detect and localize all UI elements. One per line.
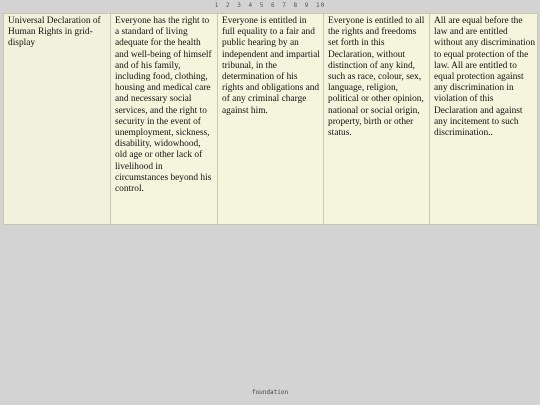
page-link-4[interactable]: 4 bbox=[248, 2, 254, 9]
footer-label: foundation bbox=[251, 389, 289, 396]
declaration-grid bbox=[3, 13, 538, 225]
page-link-6[interactable]: 6 bbox=[271, 2, 276, 9]
page-link-1[interactable]: 1 bbox=[214, 2, 220, 9]
page-link-8[interactable]: 8 bbox=[293, 2, 299, 9]
page-link-9[interactable]: 9 bbox=[304, 2, 310, 9]
page-link-2[interactable]: 2 bbox=[226, 2, 231, 9]
page-pager bbox=[0, 2, 540, 9]
grid-cell-article: All are equal before the law and are entitled without any discrimination to equal protection of the law. All are entitled to equal protection against any discrimination in violation of this Declaration and against any incitement to such discrimination.. bbox=[434, 16, 536, 139]
page-link-7[interactable]: 7 bbox=[282, 2, 287, 9]
page-link-5[interactable]: 5 bbox=[259, 2, 265, 9]
grid-cell-title: Universal Declaration of Human Rights in grid-display bbox=[4, 14, 111, 224]
page-link-3[interactable]: 3 bbox=[237, 2, 242, 9]
page-link-10[interactable]: 10 bbox=[316, 2, 326, 9]
grid-cell-article: Everyone is entitled to all the rights and freedoms set forth in this Declaration, without distinction of any kind, such as race, colour, sex, language, religion, political or other opinion, national or social origin, property, birth or other status. bbox=[324, 14, 430, 224]
grid-cell-article: Everyone has the right to a standard of living adequate for the health and well-being of himself and of his family, including food, clothing, housing and medical care and necessary social services, and the right to security in the event of unemployment, sickness, disability, widowhood, old age or other lack of livelihood in circumstances beyond his control. bbox=[111, 14, 218, 224]
grid-cell-article: Everyone is entitled in full equality to a fair and public hearing by an independent and impartial tribunal, in the determination of his rights and obligations and of any criminal charge against him. bbox=[218, 14, 324, 224]
